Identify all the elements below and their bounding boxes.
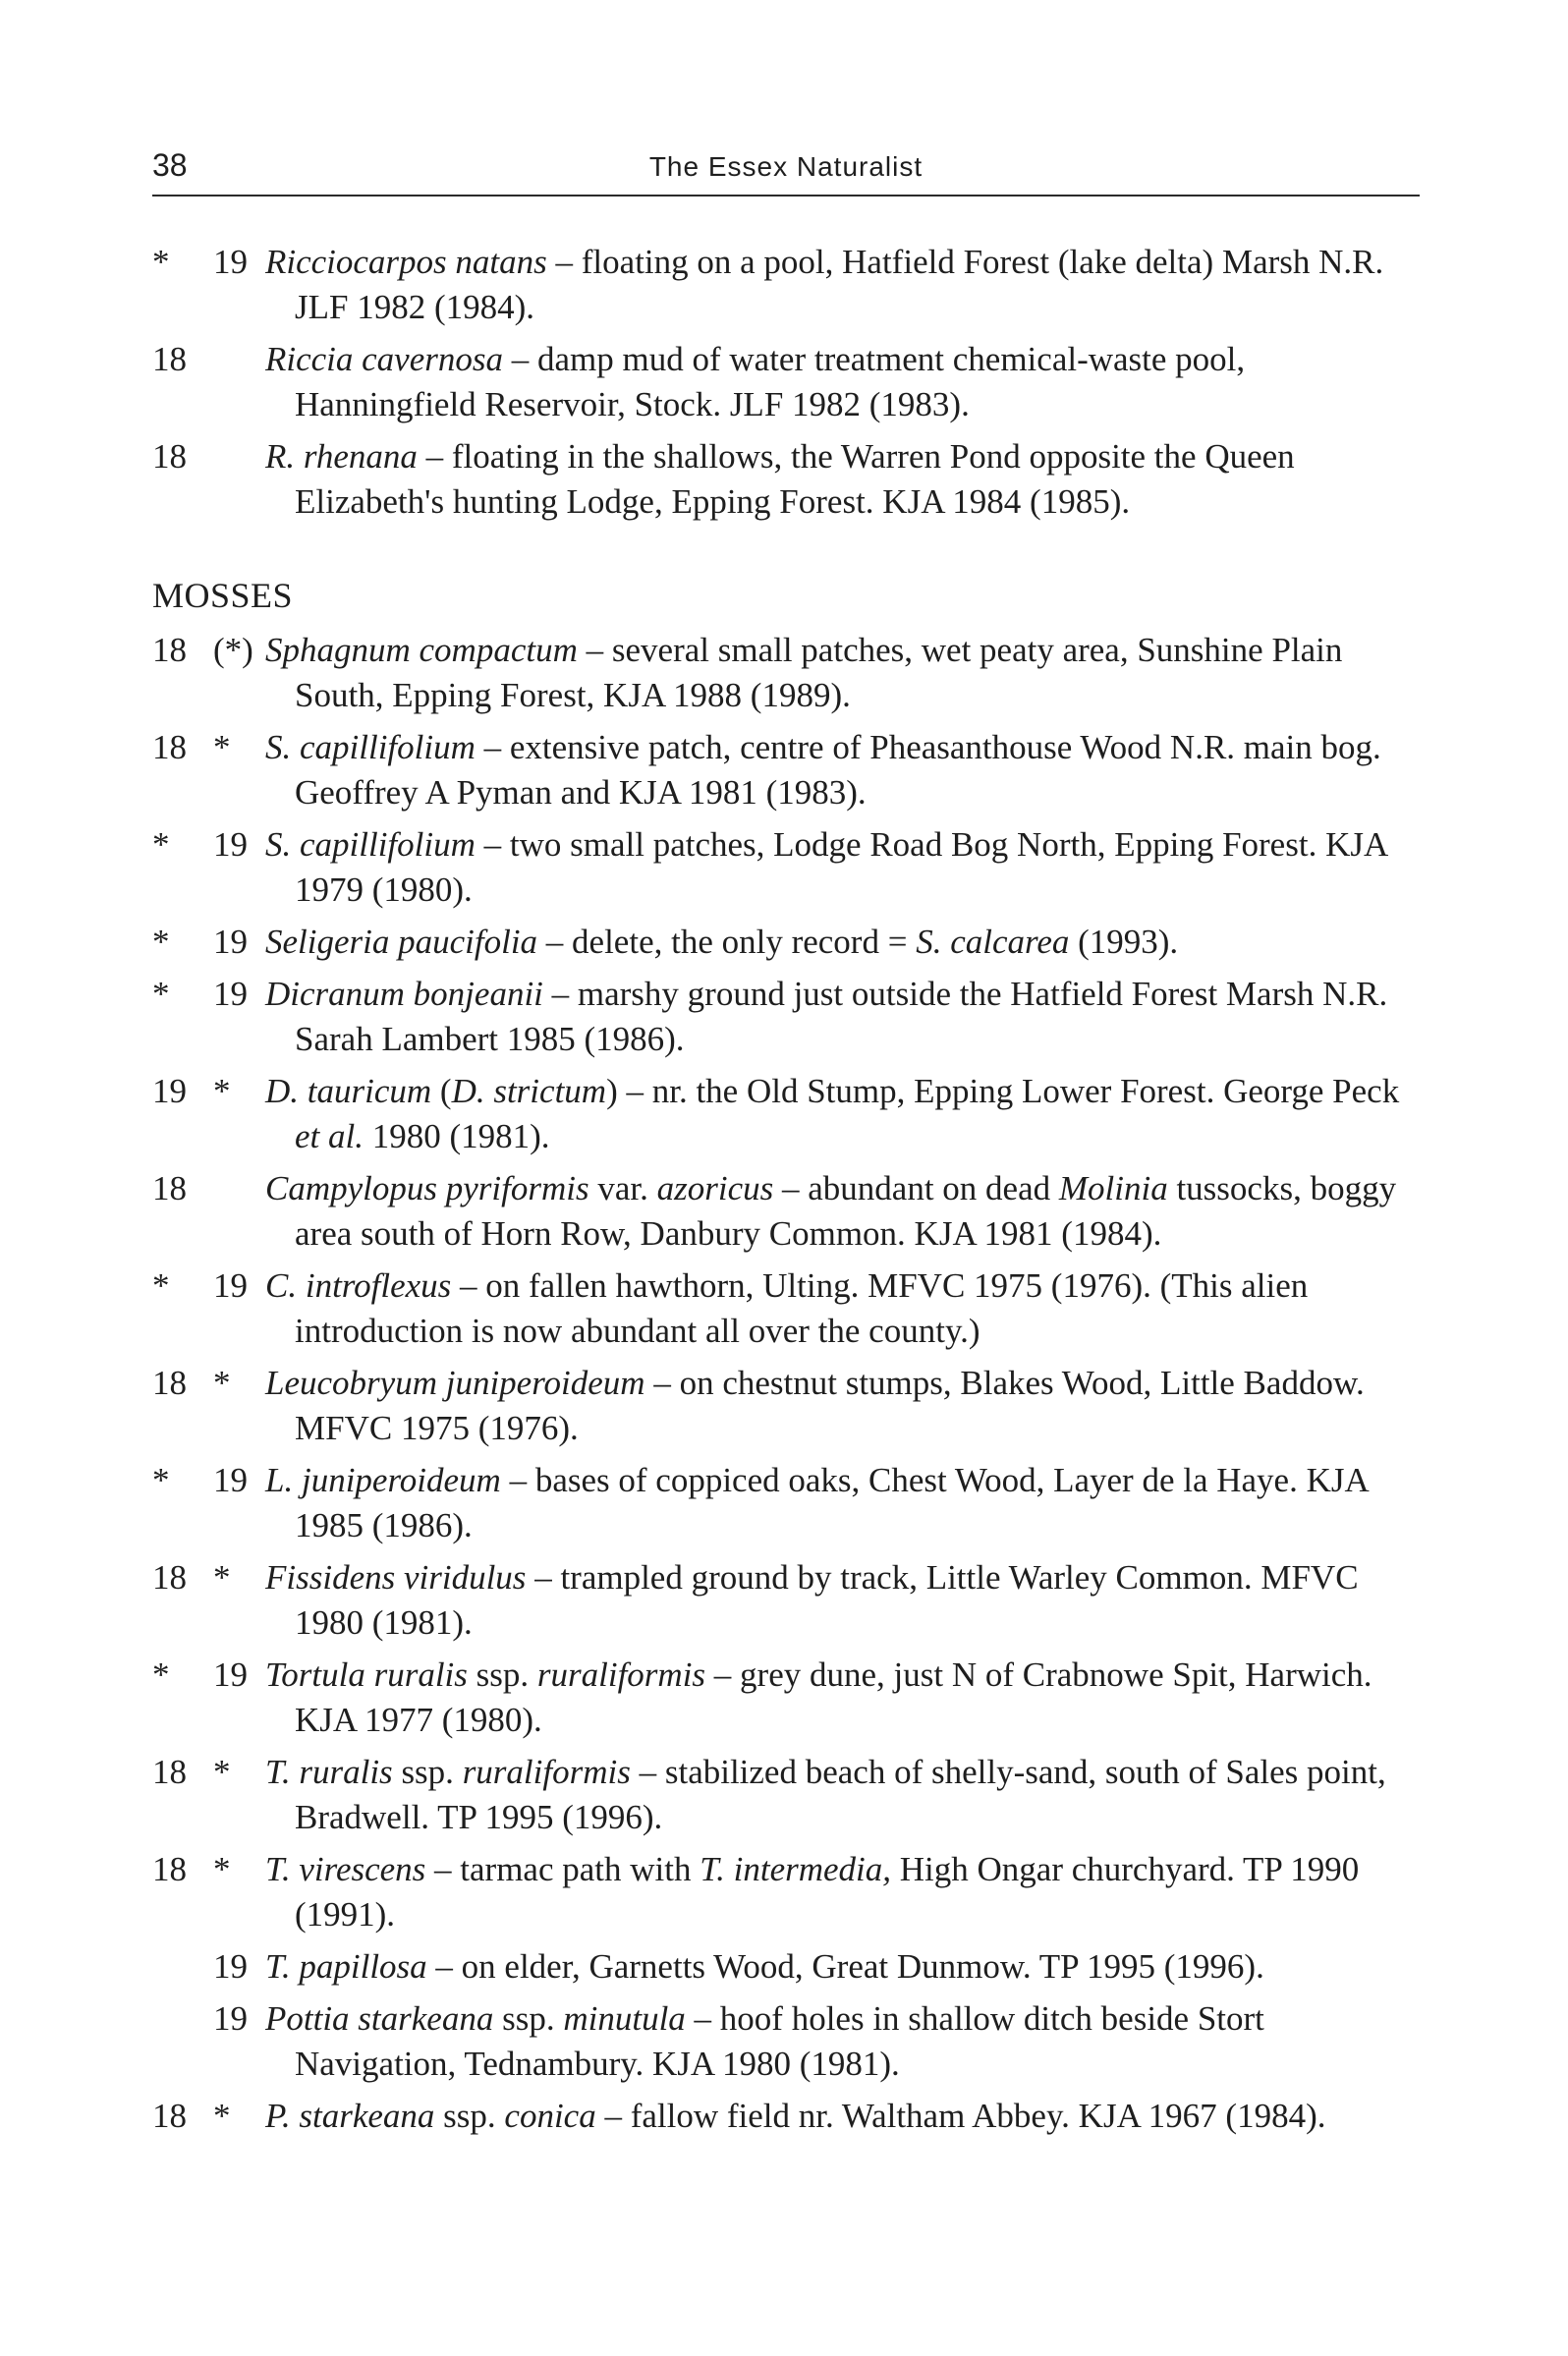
species-name: Molinia (1058, 1169, 1168, 1207)
species-name: Leucobryum juniperoideum (265, 1364, 645, 1402)
record-entry (152, 434, 1429, 525)
record-code-primary: * (152, 923, 170, 961)
species-name: et al. (295, 1117, 364, 1155)
record-details: – bases of coppiced oaks, Chest Wood, Layer de la Haye. KJA 1985 (1986). (295, 1461, 1368, 1544)
record-code-secondary: 19 (213, 1461, 248, 1499)
record-entry (152, 1847, 1429, 1937)
record-text (265, 1750, 1429, 1840)
record-code-primary: * (152, 1655, 170, 1694)
page-number: 38 (152, 147, 188, 183)
record-details: var. (588, 1169, 657, 1207)
species-name: C. introflexus (265, 1266, 452, 1305)
record-code-secondary: * (213, 1753, 231, 1791)
record-details: ssp. (434, 2097, 505, 2135)
record-details: – abundant on dead (773, 1169, 1059, 1207)
record-text (265, 1361, 1429, 1451)
record-code-primary: 18 (152, 437, 187, 476)
species-name: T. ruralis (265, 1753, 393, 1791)
record-code-primary: 19 (152, 1072, 187, 1110)
record-text (265, 972, 1429, 1062)
record-code-primary: 18 (152, 1169, 187, 1207)
record-entry (152, 1361, 1429, 1451)
record-code-primary: 18 (152, 1364, 187, 1402)
record-text (265, 725, 1429, 815)
record-entry (152, 628, 1429, 718)
page-content (152, 240, 1429, 2146)
record-details: ssp. (467, 1655, 537, 1694)
record-entry (152, 1166, 1429, 1257)
record-details: – on chestnut stumps, Blakes Wood, Little Baddow. MFVC 1975 (1976). (295, 1364, 1365, 1447)
record-code-primary: 18 (152, 1558, 187, 1597)
species-name: Seligeria paucifolia (265, 923, 538, 961)
record-code-secondary: 19 (213, 1999, 248, 2038)
record-code-secondary: 19 (213, 825, 248, 864)
species-name: Tortula ruralis (265, 1655, 468, 1694)
record-code-primary: * (152, 975, 170, 1013)
record-entry (152, 1944, 1429, 1990)
record-code-primary: 18 (152, 728, 187, 766)
species-name: P. starkeana (265, 2097, 435, 2135)
species-name: T. virescens (265, 1850, 426, 1888)
record-details: – trampled ground by track, Little Warley Common. MFVC 1980 (1981). (295, 1558, 1359, 1642)
record-details: – marshy ground just outside the Hatfield Forest Marsh N.R. Sarah Lambert 1985 (1986). (295, 975, 1388, 1058)
record-code-secondary: * (213, 2097, 231, 2135)
species-name: Campylopus pyriformis (265, 1169, 589, 1207)
record-code-primary: 18 (152, 631, 187, 669)
record-code-secondary: * (213, 1558, 231, 1597)
record-details: 1980 (1981). (363, 1117, 550, 1155)
record-text (265, 1263, 1429, 1354)
record-text (265, 1847, 1429, 1937)
species-name: S. calcarea (916, 923, 1070, 961)
record-entry (152, 1653, 1429, 1743)
species-name: D. strictum (451, 1072, 607, 1110)
running-header (152, 147, 1420, 193)
record-code-secondary: * (213, 1364, 231, 1402)
record-text (265, 2094, 1429, 2139)
record-entry (152, 1069, 1429, 1159)
species-name: Dicranum bonjeanii (265, 975, 543, 1013)
record-text (265, 434, 1429, 525)
species-name: T. papillosa (265, 1947, 427, 1986)
species-name: azoricus (656, 1169, 774, 1207)
record-details: ssp. (493, 1999, 564, 2038)
record-details: – on elder, Garnetts Wood, Great Dunmow. TP 1995 (1996). (426, 1947, 1264, 1986)
record-details: – extensive patch, centre of Pheasanthouse Wood N.R. main bog. Geoffrey A Pyman and KJA 1981 (1983). (295, 728, 1381, 812)
record-details: – stabilized beach of shelly-sand, south of Sales point, Bradwell. TP 1995 (1996). (295, 1753, 1386, 1836)
record-code-secondary: * (213, 1072, 231, 1110)
record-details: – several small patches, wet peaty area, Sunshine Plain South, Epping Forest, KJA 1988 (1989). (295, 631, 1343, 714)
record-code-primary: * (152, 1266, 170, 1305)
record-code-secondary: 19 (213, 243, 248, 281)
record-details: – delete, the only record = (537, 923, 917, 961)
species-name: conica (504, 2097, 596, 2135)
species-name: Fissidens viridulus (265, 1558, 527, 1597)
record-text (265, 240, 1429, 330)
record-details: – grey dune, just N of Crabnowe Spit, Harwich. KJA 1977 (1980). (295, 1655, 1372, 1739)
journal-title: The Essex Naturalist (648, 151, 924, 182)
record-code-primary: 18 (152, 2097, 187, 2135)
record-details: – fallow field nr. Waltham Abbey. KJA 1967 (1984). (595, 2097, 1326, 2135)
record-details: – hoof holes in shallow ditch beside Stort Navigation, Tednambury. KJA 1980 (1981). (295, 1999, 1264, 2083)
record-text (265, 1458, 1429, 1548)
species-name: T. intermedia, (700, 1850, 892, 1888)
record-details: ( (431, 1072, 452, 1110)
record-entry (152, 337, 1429, 427)
record-entry (152, 240, 1429, 330)
record-details: ) – nr. the Old Stump, Epping Lower Forest. George Peck (606, 1072, 1400, 1110)
record-details: – on fallen hawthorn, Ulting. MFVC 1975 (1976). (This alien introduction is now abundant all over the county.) (295, 1266, 1309, 1350)
record-text (265, 920, 1429, 965)
record-code-secondary: * (213, 728, 231, 766)
record-code-secondary: * (213, 1850, 231, 1888)
record-details: – floating on a pool, Hatfield Forest (lake delta) Marsh N.R. JLF 1982 (1984). (295, 243, 1384, 326)
record-code-secondary: 19 (213, 1947, 248, 1986)
record-details: – floating in the shallows, the Warren Pond opposite the Queen Elizabeth's hunting Lodge, Epping Forest. KJA 1984 (1985). (295, 437, 1295, 521)
record-details: (1993). (1069, 923, 1179, 961)
liverwort-records (152, 240, 1429, 525)
record-entry (152, 1750, 1429, 1840)
species-name: Riccia cavernosa (265, 340, 503, 378)
header-rule (152, 195, 1420, 196)
record-details: – damp mud of water treatment chemical-waste pool, Hanningfield Reservoir, Stock. JLF 1982 (1983). (295, 340, 1246, 423)
record-code-primary: 18 (152, 1850, 187, 1888)
species-name: R. rhenana (265, 437, 418, 476)
record-entry (152, 972, 1429, 1062)
record-code-primary: 18 (152, 340, 187, 378)
moss-records (152, 628, 1429, 2139)
record-code-primary: * (152, 1461, 170, 1499)
record-code-secondary: 19 (213, 923, 248, 961)
record-code-primary: * (152, 243, 170, 281)
record-details: High Ongar churchyard. TP 1990 (1991). (295, 1850, 1360, 1934)
record-text (265, 822, 1429, 913)
record-entry (152, 920, 1429, 965)
record-code-secondary: 19 (213, 1266, 248, 1305)
species-name: minutula (563, 1999, 686, 2038)
species-name: S. capillifolium (265, 728, 476, 766)
record-text (265, 628, 1429, 718)
record-code-primary: * (152, 825, 170, 864)
record-text (265, 1166, 1429, 1257)
record-entry (152, 1263, 1429, 1354)
section-heading-mosses: MOSSES (152, 576, 294, 615)
record-entry (152, 2094, 1429, 2139)
record-text (265, 1069, 1429, 1159)
species-name: Pottia starkeana (265, 1999, 494, 2038)
record-code-secondary: (*) (213, 631, 253, 669)
species-name: L. juniperoideum (265, 1461, 501, 1499)
record-text (265, 1653, 1429, 1743)
species-name: Sphagnum compactum (265, 631, 578, 669)
species-name: S. capillifolium (265, 825, 476, 864)
record-code-primary: 18 (152, 1753, 187, 1791)
record-entry (152, 1996, 1429, 2087)
record-details: tussocks, boggy area south of Horn Row, Danbury Common. KJA 1981 (1984). (295, 1169, 1397, 1253)
species-name: Ricciocarpos natans (265, 243, 547, 281)
species-name: D. tauricum (265, 1072, 432, 1110)
record-entry (152, 725, 1429, 815)
record-code-secondary: 19 (213, 1655, 248, 1694)
record-entry (152, 1555, 1429, 1646)
record-entry (152, 822, 1429, 913)
record-text (265, 1996, 1429, 2087)
record-details: – two small patches, Lodge Road Bog North, Epping Forest. KJA 1979 (1980). (295, 825, 1387, 909)
record-entry (152, 1458, 1429, 1548)
record-text (265, 337, 1429, 427)
record-code-secondary: 19 (213, 975, 248, 1013)
record-details: – tarmac path with (425, 1850, 700, 1888)
record-text (265, 1555, 1429, 1646)
species-name: ruraliformis (536, 1655, 706, 1694)
record-text (265, 1944, 1429, 1990)
record-details: ssp. (392, 1753, 463, 1791)
species-name: ruraliformis (462, 1753, 631, 1791)
